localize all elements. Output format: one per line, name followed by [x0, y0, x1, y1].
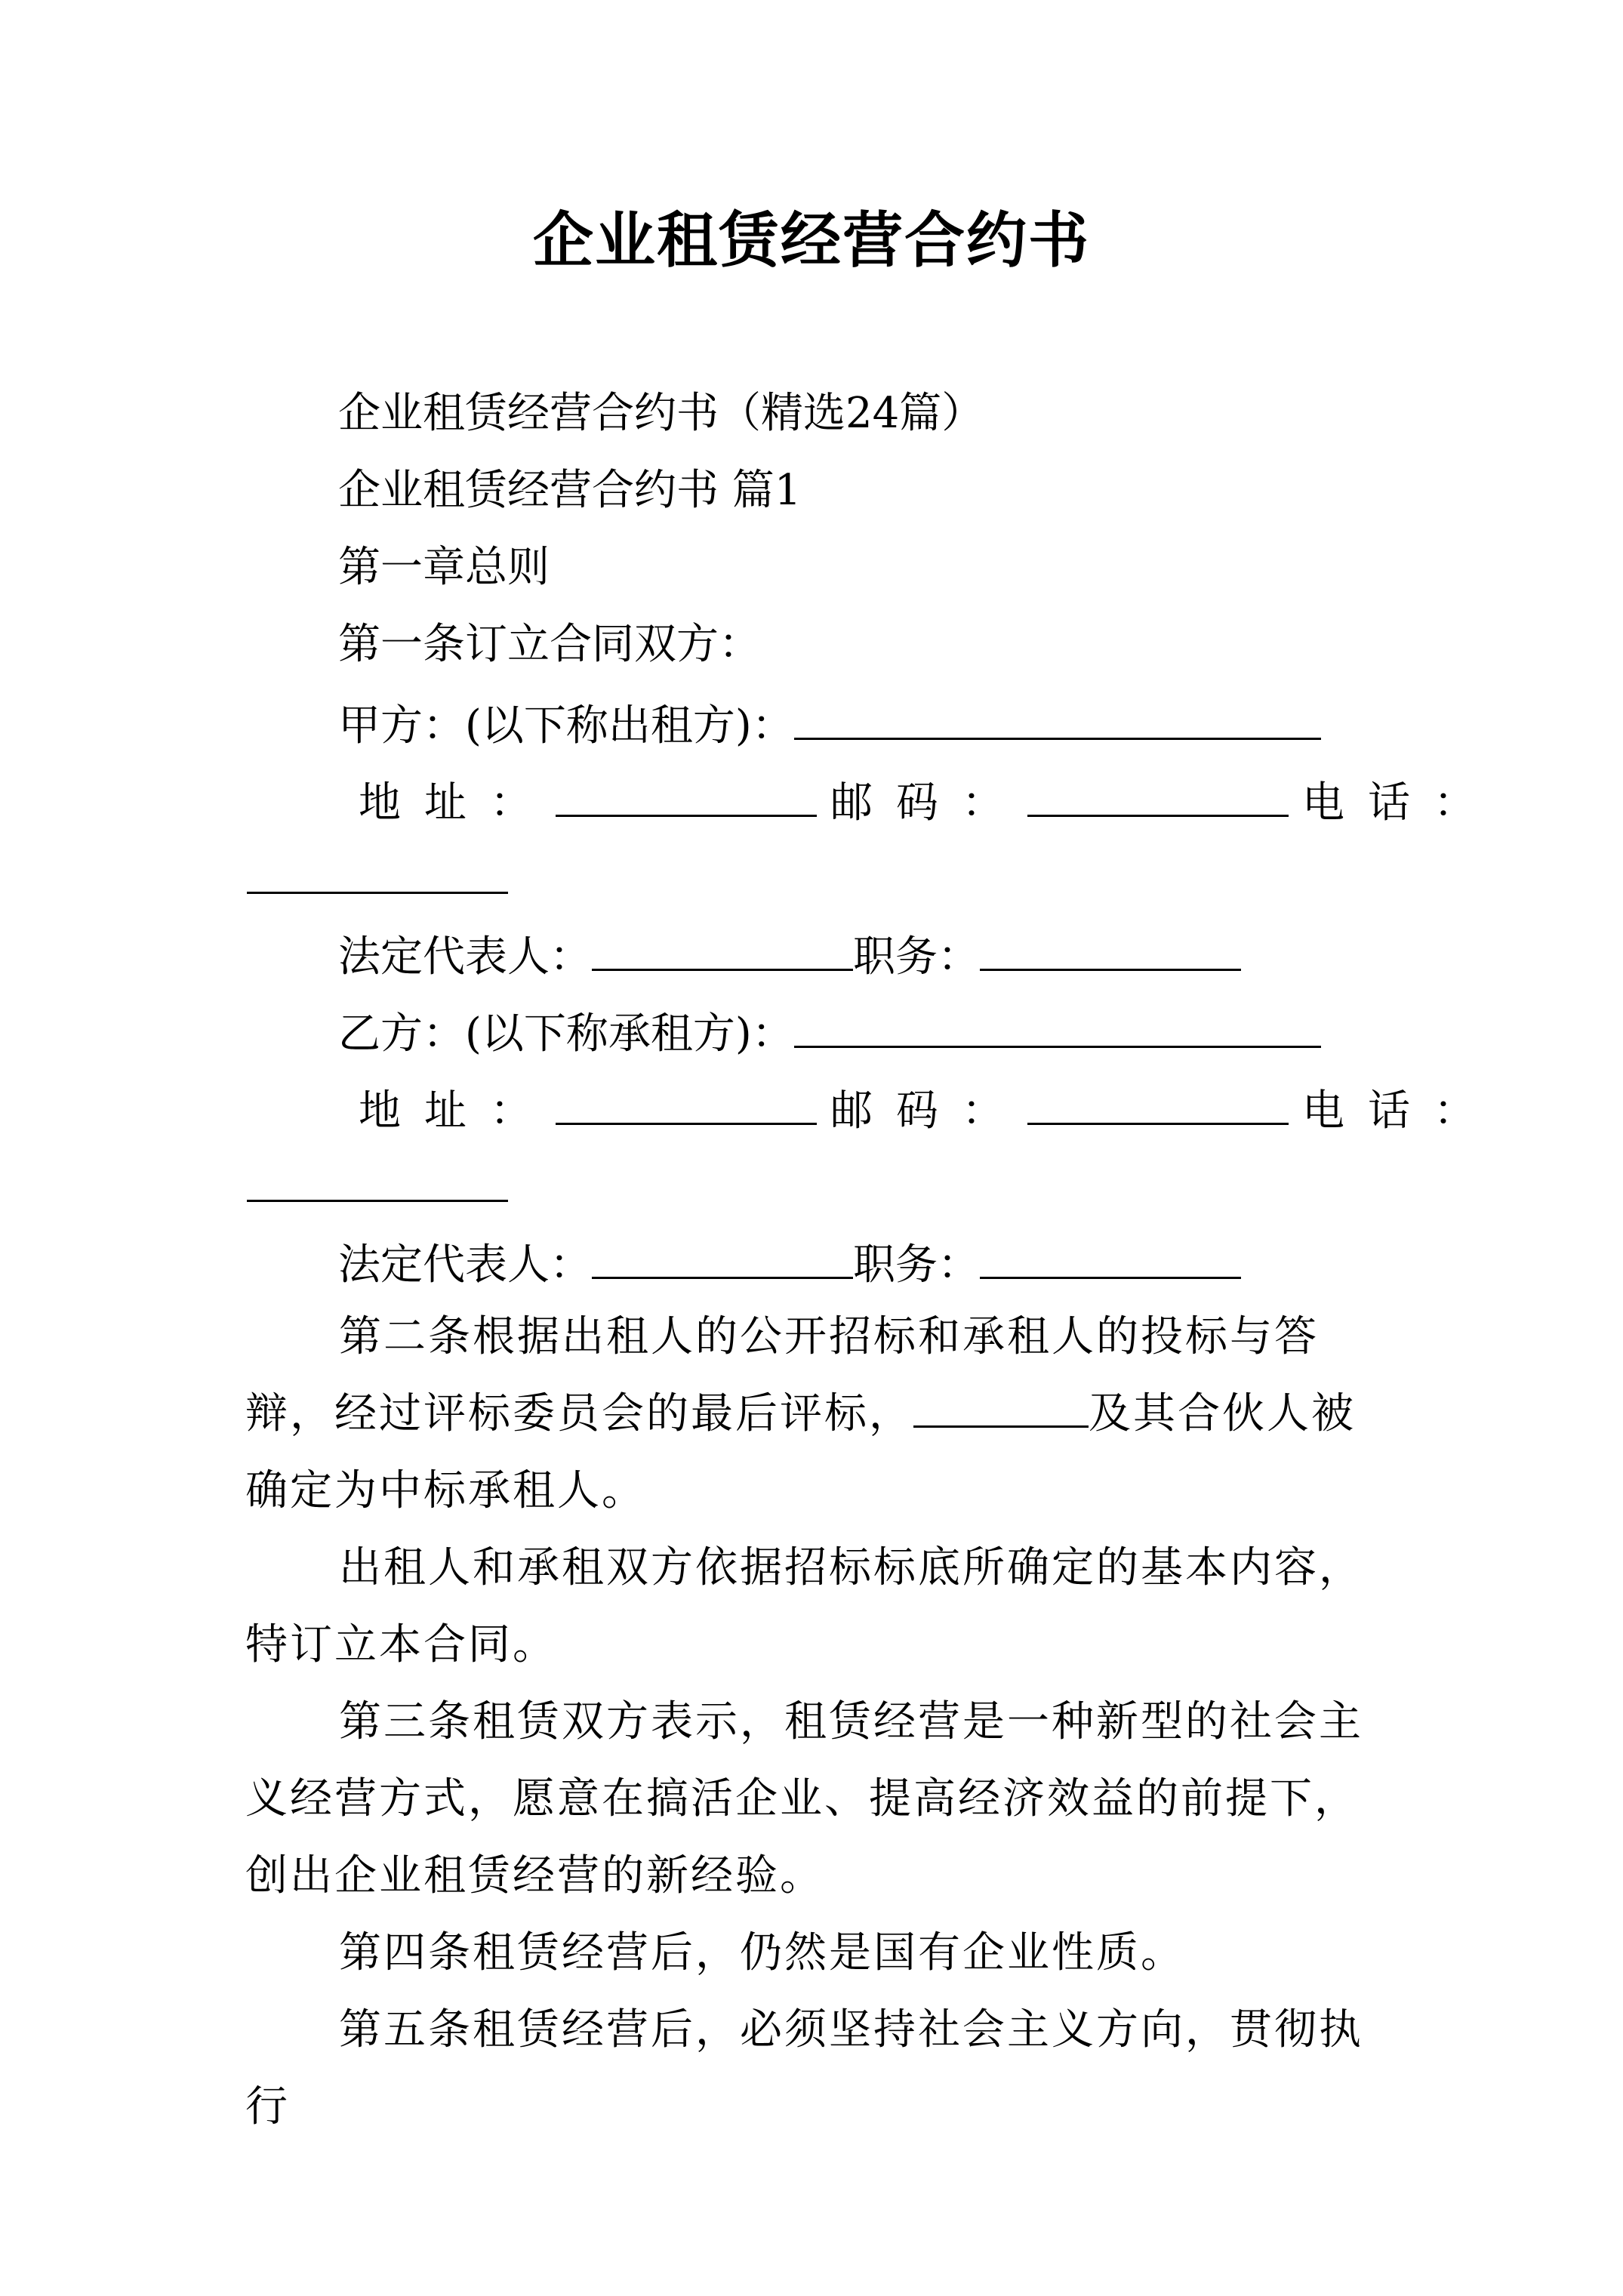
- article-2-text-part1: 第二条根据出租人的公开招标和承租人的投标与答辩，经过评标委员会的最后评标，: [245, 1312, 1319, 1438]
- party-b-postcode-blank: [1027, 1080, 1289, 1125]
- party-b-position-label: 职务：: [853, 1240, 980, 1290]
- party-a-phone-row: [247, 849, 508, 907]
- section-heading: 企业租赁经营合约书 篇1: [338, 466, 802, 515]
- party-b-postcode-label: 邮码：: [830, 1086, 1027, 1136]
- party-a-address-blank: [556, 772, 817, 817]
- party-a-position-blank: [980, 926, 1241, 971]
- party-a-position-label: 职务：: [853, 932, 980, 982]
- party-b-label: 乙方：(以下称承租方)：: [338, 1009, 794, 1059]
- party-a-postcode-blank: [1027, 772, 1289, 817]
- article-2: [245, 1299, 1385, 1530]
- document-title: 企业租赁经营合约书: [533, 205, 1090, 276]
- party-a-rep-row: [338, 926, 1241, 984]
- party-b-phone-blank: [247, 1157, 508, 1202]
- party-b-row: [338, 1003, 1321, 1061]
- party-b-phone-label: 电话：: [1302, 1086, 1499, 1136]
- article-5: 第五条租赁经营后，必须坚持社会主义方向，贯彻执行: [245, 2005, 1363, 2131]
- party-a-rep-label: 法定代表人：: [338, 932, 592, 982]
- article-4: 第四条租赁经营后，仍然是国有企业性质。: [339, 1928, 1185, 1977]
- document-subtitle: 企业租赁经营合约书（精选24篇）: [338, 389, 984, 438]
- party-b-rep-row: [338, 1234, 1241, 1292]
- party-a-postcode-label: 邮码：: [830, 778, 1027, 827]
- party-a-phone-blank: [247, 849, 508, 894]
- party-a-rep-blank: [592, 926, 853, 971]
- party-a-row: [338, 695, 1321, 753]
- party-b-address-label: 地址：: [359, 1086, 556, 1136]
- party-b-position-blank: [980, 1234, 1241, 1279]
- party-b-name-blank: [794, 1003, 1321, 1048]
- party-a-contact-row: [359, 772, 1499, 830]
- party-a-address-label: 地址：: [359, 778, 556, 827]
- party-b-contact-row: [359, 1080, 1499, 1138]
- party-a-label: 甲方：(以下称出租方)：: [338, 701, 794, 750]
- article-2-name-blank: [913, 1383, 1089, 1428]
- party-b-rep-blank: [592, 1234, 853, 1279]
- party-a-name-blank: [794, 695, 1321, 740]
- party-b-address-blank: [556, 1080, 817, 1125]
- party-b-phone-row: [247, 1157, 508, 1215]
- chapter-heading: 第一章总则: [338, 543, 550, 592]
- article-2-continued: 出租人和承租双方依据招标标底所确定的基本内容，特订立本合同。: [245, 1543, 1363, 1669]
- article-3: 第三条租赁双方表示，租赁经营是一种新型的社会主义经营方式，愿意在搞活企业、提高经济效益的前提下，创出企业租赁经营的新经验。: [245, 1697, 1363, 1900]
- party-a-phone-label: 电话：: [1302, 778, 1499, 827]
- article-1: 第一条订立合同双方：: [338, 620, 761, 669]
- party-b-rep-label: 法定代表人：: [338, 1240, 592, 1290]
- article-2-text-part2: 及其合伙人被确定为中标承租人。: [245, 1389, 1356, 1515]
